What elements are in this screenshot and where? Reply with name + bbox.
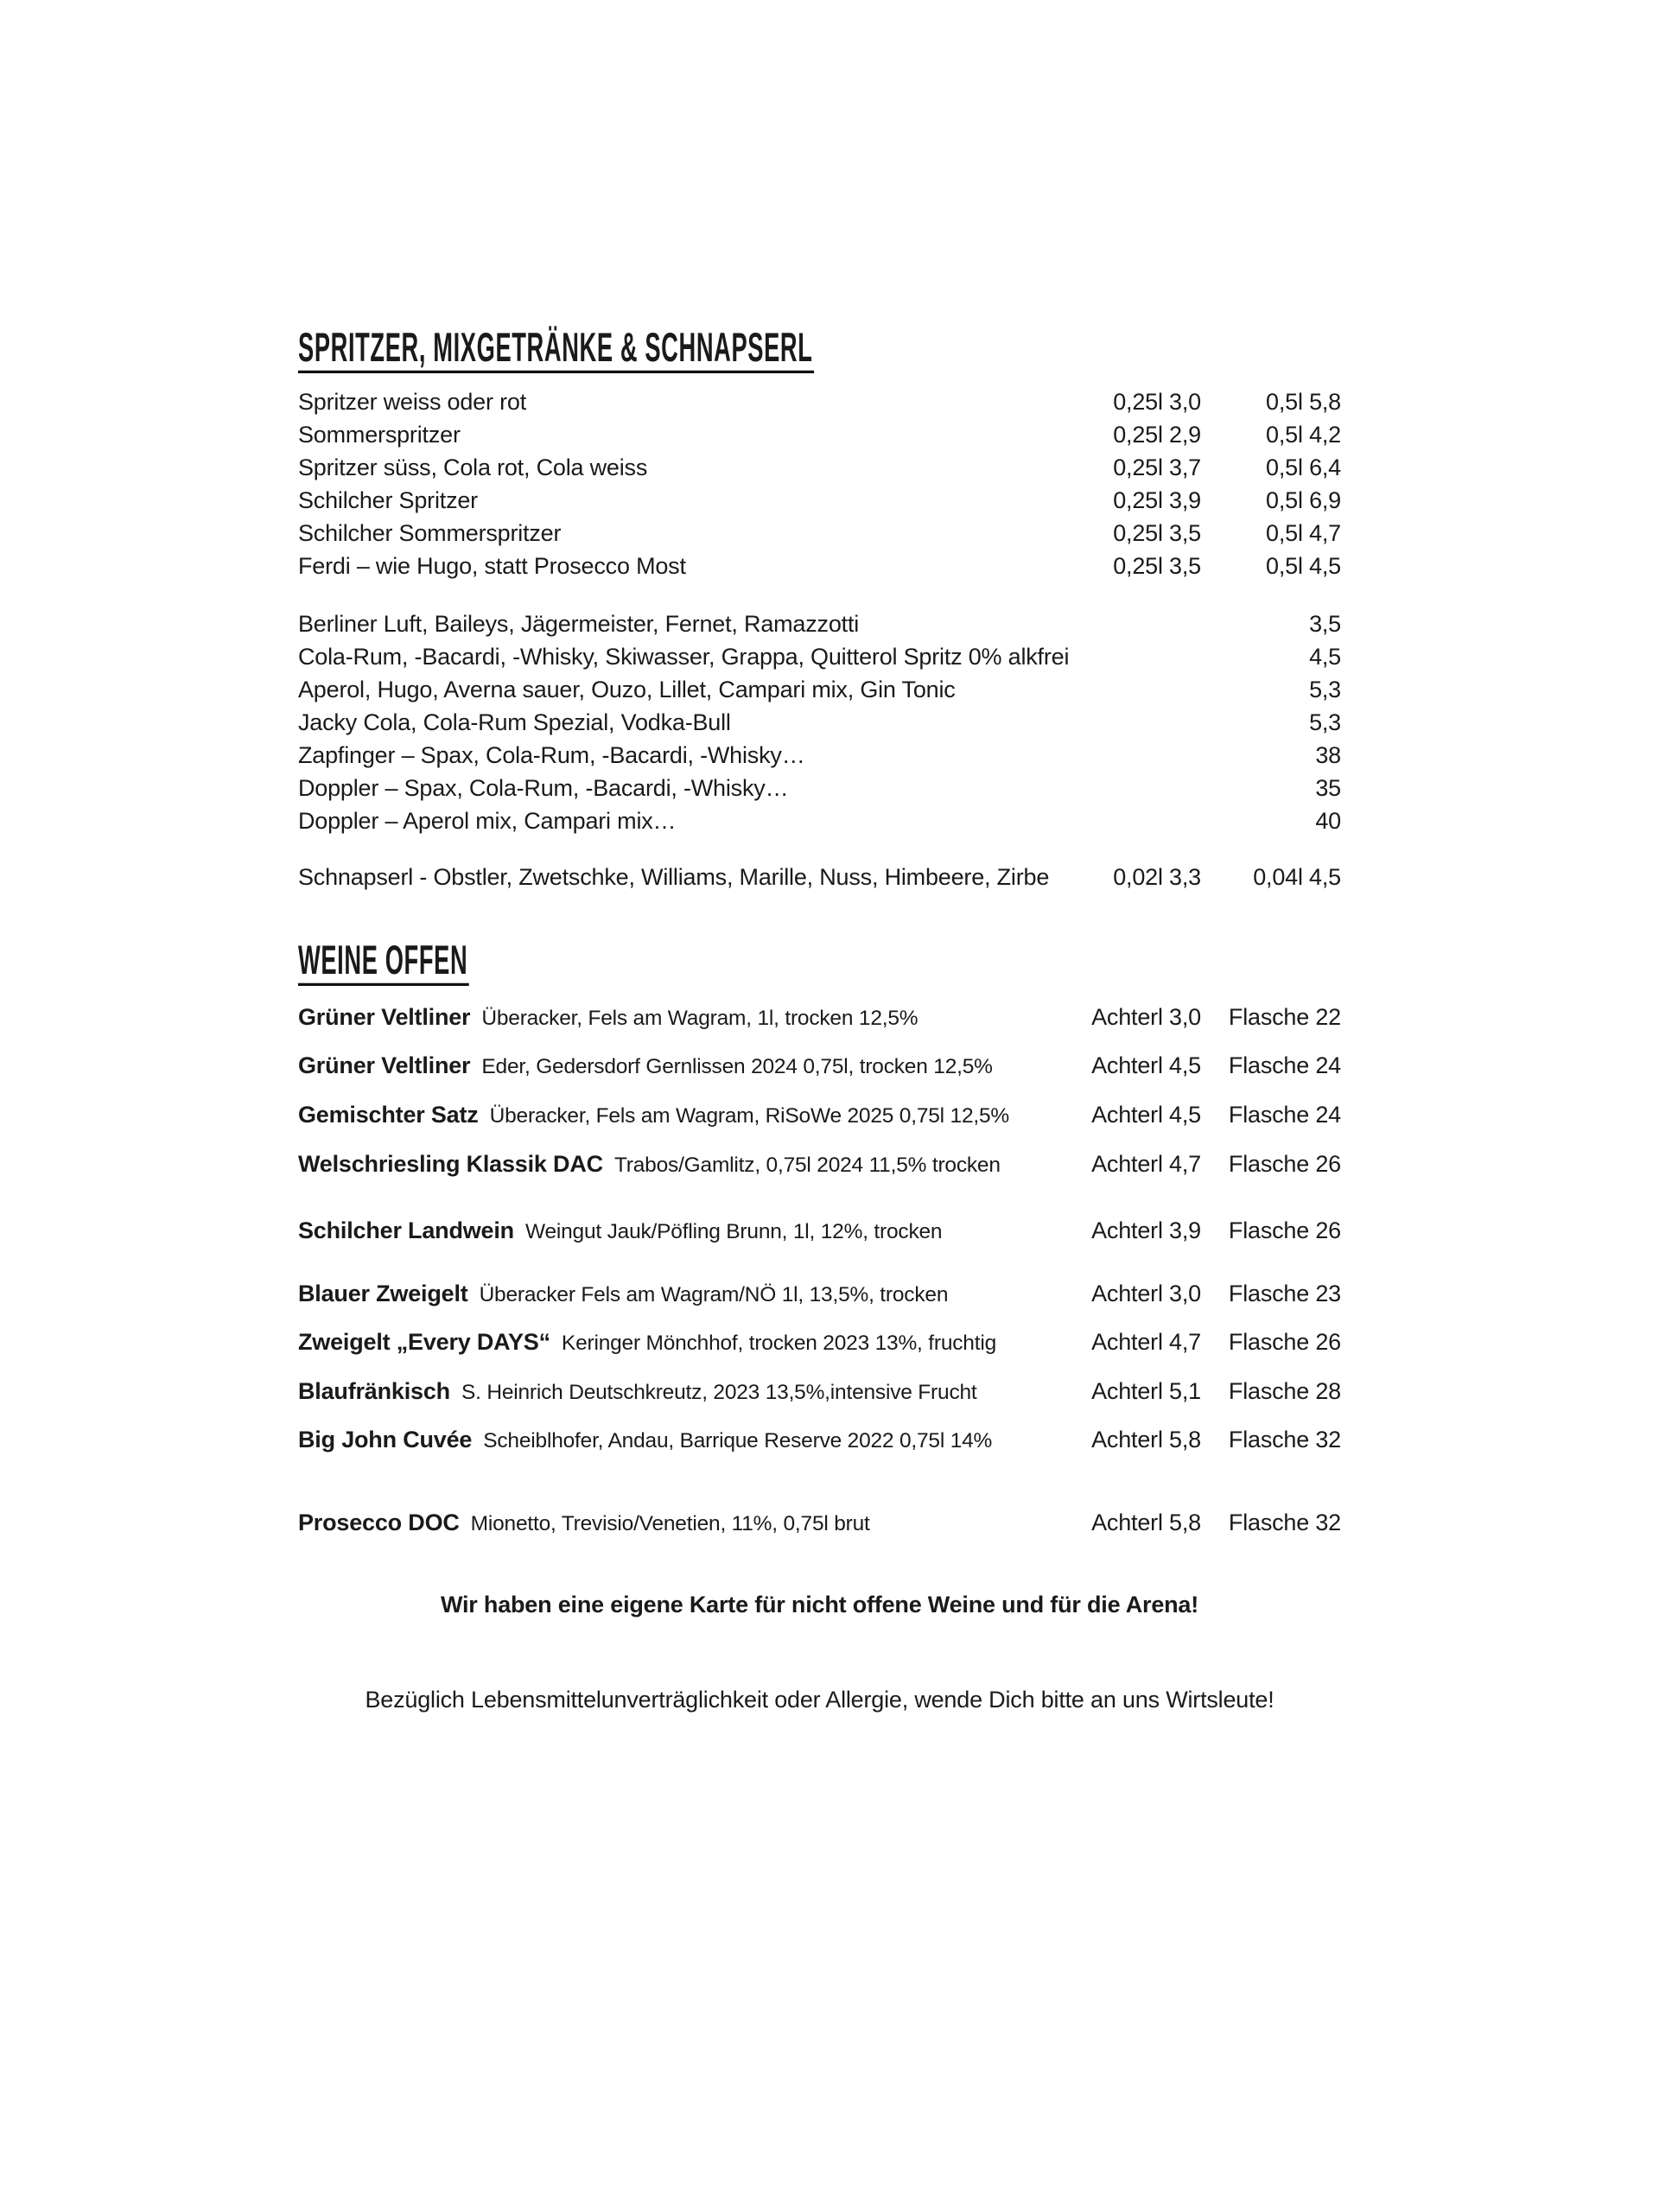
price-large: 0,5l 4,5 bbox=[1266, 553, 1341, 579]
schnapserl-section bbox=[298, 861, 1341, 893]
item-name: Schnapserl - Obstler, Zwetschke, Williams, Marille, Nuss, Himbeere, Zirbe bbox=[298, 864, 1050, 890]
wine-glass-price: Achterl 3,9 bbox=[1091, 1217, 1201, 1243]
price-large: 0,5l 5,8 bbox=[1266, 389, 1341, 415]
wine-desc: S. Heinrich Deutschkreutz, 2023 13,5%,intensive Frucht bbox=[461, 1381, 977, 1404]
mixed-item-row bbox=[298, 739, 1341, 772]
wine-glass-price: Achterl 5,8 bbox=[1091, 1427, 1201, 1452]
wine-desc: Überacker, Fels am Wagram, RiSoWe 2025 0,75l 12,5% bbox=[489, 1104, 1010, 1128]
wine-bottle-price: Flasche 24 bbox=[1228, 1052, 1341, 1078]
item-name: Doppler – Spax, Cola-Rum, -Bacardi, -Whisky… bbox=[298, 775, 789, 801]
item-name: Spritzer weiss oder rot bbox=[298, 389, 526, 415]
spritzer-item-row bbox=[298, 385, 1341, 418]
item-price: 5,3 bbox=[1309, 709, 1341, 735]
wine-desc: Scheiblhofer, Andau, Barrique Reserve 2022 0,75l 14% bbox=[483, 1429, 993, 1452]
allergy-note: Bezüglich Lebensmittelunverträglichkeit oder Allergie, wende Dich bitte an uns Wirtsleute! bbox=[365, 1687, 1274, 1713]
spritzer-item-row bbox=[298, 451, 1341, 484]
mixed-item-row bbox=[298, 607, 1341, 640]
mixed-drinks-list bbox=[298, 607, 1341, 837]
mixed-item-row bbox=[298, 804, 1341, 837]
mixed-item-row bbox=[298, 640, 1341, 673]
wine-bottle-price: Flasche 32 bbox=[1228, 1427, 1341, 1452]
wine-glass-price: Achterl 3,0 bbox=[1091, 1281, 1201, 1306]
wine-row bbox=[298, 1277, 1341, 1312]
wine-row bbox=[298, 1423, 1341, 1458]
wine-bottle-price: Flasche 32 bbox=[1228, 1510, 1341, 1535]
section-title-spritzer-text: SPRITZER, MIXGETRÄNKE & SCHNAPSERL bbox=[298, 329, 814, 373]
wine-bottle-price: Flasche 28 bbox=[1228, 1378, 1341, 1404]
item-name: Jacky Cola, Cola-Rum Spezial, Vodka-Bull bbox=[298, 709, 731, 735]
wine-row bbox=[298, 1506, 1341, 1541]
spritzer-item-row bbox=[298, 517, 1341, 550]
price-small: 0,25l 3,5 bbox=[1113, 520, 1201, 546]
wine-row bbox=[298, 1049, 1341, 1084]
wine-row bbox=[298, 1147, 1341, 1182]
wine-glass-price: Achterl 5,8 bbox=[1091, 1510, 1201, 1535]
item-name: Zapfinger – Spax, Cola-Rum, -Bacardi, -Whisky… bbox=[298, 742, 805, 768]
price-large: 0,5l 6,9 bbox=[1266, 487, 1341, 513]
wine-list bbox=[298, 1001, 1341, 1541]
wine-desc: Eder, Gedersdorf Gernlissen 2024 0,75l, trocken 12,5% bbox=[481, 1055, 993, 1078]
wine-bottle-price: Flasche 24 bbox=[1228, 1102, 1341, 1128]
wine-name: Blauer Zweigelt bbox=[298, 1281, 468, 1306]
price-small: 0,25l 2,9 bbox=[1113, 422, 1201, 448]
wine-name: Schilcher Landwein bbox=[298, 1217, 514, 1243]
wine-glass-price: Achterl 5,1 bbox=[1091, 1378, 1201, 1404]
wine-row bbox=[298, 1001, 1341, 1035]
wine-desc: Trabos/Gamlitz, 0,75l 2024 11,5% trocken bbox=[613, 1154, 1001, 1177]
mixed-item-row bbox=[298, 673, 1341, 706]
wine-name: Gemischter Satz bbox=[298, 1102, 479, 1128]
item-name: Schilcher Spritzer bbox=[298, 487, 478, 513]
spritzer-item-row bbox=[298, 550, 1341, 582]
price-large: 0,5l 6,4 bbox=[1266, 454, 1341, 480]
wine-desc: Keringer Mönchhof, trocken 2023 13%, fruchtig bbox=[561, 1332, 996, 1355]
price-small: 0,02l 3,3 bbox=[1113, 864, 1201, 890]
section-title-weine bbox=[298, 937, 1341, 986]
price-small: 0,25l 3,5 bbox=[1113, 553, 1201, 579]
wine-name: Grüner Veltliner bbox=[298, 1052, 471, 1078]
spritzer-item-row bbox=[298, 484, 1341, 517]
spritzer-item-row bbox=[298, 418, 1341, 451]
wine-name: Prosecco DOC bbox=[298, 1510, 460, 1535]
wine-desc: Überacker Fels am Wagram/NÖ 1l, 13,5%, trocken bbox=[479, 1283, 949, 1306]
mixed-item-row bbox=[298, 772, 1341, 804]
item-name: Cola-Rum, -Bacardi, -Whisky, Skiwasser, Grappa, Quitterol Spritz 0% alkfrei bbox=[298, 644, 1070, 670]
item-price: 5,3 bbox=[1309, 677, 1341, 702]
spritzer-list bbox=[298, 385, 1341, 582]
wine-row bbox=[298, 1375, 1341, 1409]
wine-name: Zweigelt „Every DAYS“ bbox=[298, 1329, 550, 1355]
wine-row bbox=[298, 1325, 1341, 1360]
wine-card-note: Wir haben eine eigene Karte für nicht offene Weine und für die Arena! bbox=[440, 1592, 1199, 1618]
item-price: 38 bbox=[1315, 742, 1341, 768]
wine-name: Grüner Veltliner bbox=[298, 1004, 471, 1030]
price-large: 0,5l 4,7 bbox=[1266, 520, 1341, 546]
mixed-item-row bbox=[298, 706, 1341, 739]
wine-desc: Überacker, Fels am Wagram, 1l, trocken 12,5% bbox=[481, 1007, 918, 1030]
schnapserl-row bbox=[298, 861, 1341, 893]
wine-bottle-price: Flasche 23 bbox=[1228, 1281, 1341, 1306]
item-price: 35 bbox=[1315, 775, 1341, 801]
item-name: Berliner Luft, Baileys, Jägermeister, Fernet, Ramazzotti bbox=[298, 611, 860, 637]
wine-glass-price: Achterl 4,7 bbox=[1091, 1151, 1201, 1177]
wine-desc: Weingut Jauk/Pöfling Brunn, 1l, 12%, trocken bbox=[524, 1220, 943, 1243]
item-name: Doppler – Aperol mix, Campari mix… bbox=[298, 808, 677, 834]
wine-bottle-price: Flasche 26 bbox=[1228, 1217, 1341, 1243]
wine-name: Welschriesling Klassik DAC bbox=[298, 1151, 603, 1177]
item-name: Spritzer süss, Cola rot, Cola weiss bbox=[298, 454, 648, 480]
price-large: 0,04l 4,5 bbox=[1253, 864, 1341, 890]
item-name: Aperol, Hugo, Averna sauer, Ouzo, Lillet, Campari mix, Gin Tonic bbox=[298, 677, 956, 702]
wine-glass-price: Achterl 4,7 bbox=[1091, 1329, 1201, 1355]
item-name: Schilcher Sommerspritzer bbox=[298, 520, 562, 546]
wine-name: Blaufränkisch bbox=[298, 1378, 450, 1404]
item-price: 4,5 bbox=[1309, 644, 1341, 670]
section-title-weine-text: WEINE OFFEN bbox=[298, 942, 469, 986]
item-name: Sommerspritzer bbox=[298, 422, 461, 448]
wine-glass-price: Achterl 4,5 bbox=[1091, 1102, 1201, 1128]
item-name: Ferdi – wie Hugo, statt Prosecco Most bbox=[298, 553, 686, 579]
wine-glass-price: Achterl 4,5 bbox=[1091, 1052, 1201, 1078]
wine-bottle-price: Flasche 26 bbox=[1228, 1151, 1341, 1177]
item-price: 3,5 bbox=[1309, 611, 1341, 637]
price-small: 0,25l 3,9 bbox=[1113, 487, 1201, 513]
section-title-spritzer bbox=[298, 324, 1341, 373]
wine-bottle-price: Flasche 26 bbox=[1228, 1329, 1341, 1355]
item-price: 40 bbox=[1315, 808, 1341, 834]
price-small: 0,25l 3,7 bbox=[1113, 454, 1201, 480]
wine-glass-price: Achterl 3,0 bbox=[1091, 1004, 1201, 1030]
wine-row bbox=[298, 1098, 1341, 1133]
wine-row bbox=[298, 1214, 1341, 1249]
wine-desc: Mionetto, Trevisio/Venetien, 11%, 0,75l brut bbox=[470, 1512, 870, 1535]
wine-bottle-price: Flasche 22 bbox=[1228, 1004, 1341, 1030]
price-small: 0,25l 3,0 bbox=[1113, 389, 1201, 415]
price-large: 0,5l 4,2 bbox=[1266, 422, 1341, 448]
wine-name: Big John Cuvée bbox=[298, 1427, 473, 1452]
